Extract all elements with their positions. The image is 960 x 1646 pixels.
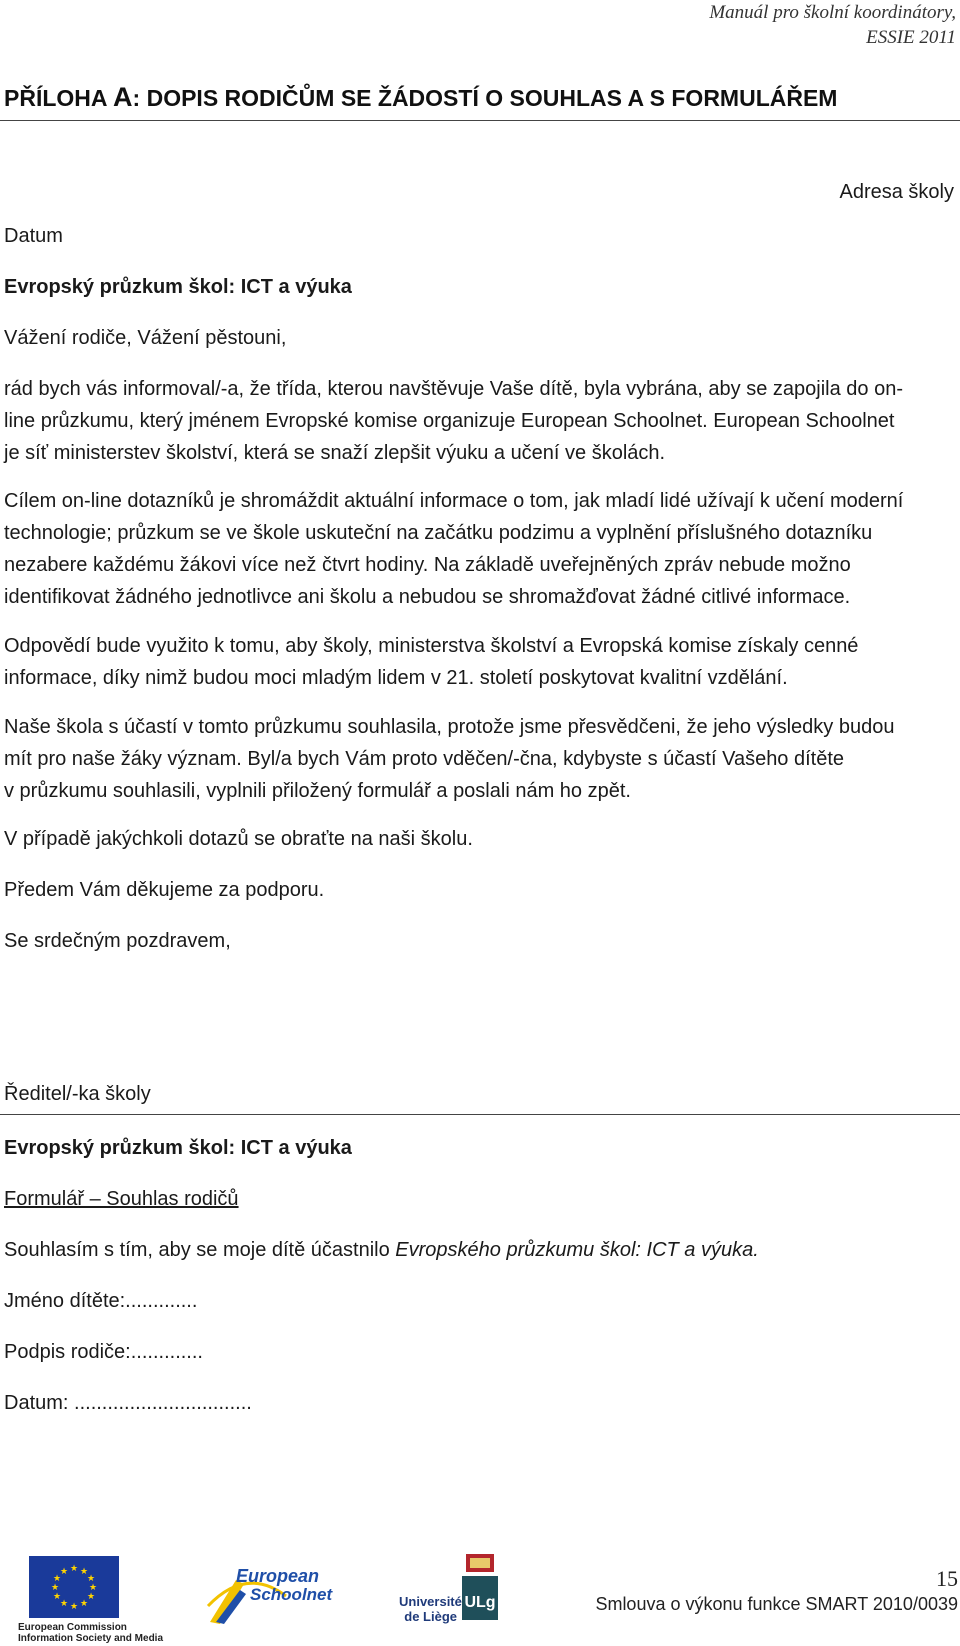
liege-text (399, 1594, 462, 1624)
letter-closing: Se srdečným pozdravem, (4, 930, 231, 952)
liege-mark: ULg (464, 1594, 496, 1611)
contract-reference: Smlouva o výkonu funkce SMART 2010/0039 (595, 1594, 958, 1614)
eu-flag-logo (29, 1556, 119, 1618)
paragraph-line: je síť ministerstev školství, která se snaží zlepšit výuku a učení ve školách. (4, 442, 666, 464)
paragraph-questions: V případě jakýchkoli dotazů se obraťte na naši školu. (4, 828, 473, 850)
page-number: 15 (936, 1566, 958, 1591)
consent-text: Souhlasím s tím, aby se moje dítě účastnilo (4, 1239, 396, 1261)
paragraph-intro (4, 373, 956, 469)
paragraph-line: informace, díky nimž budou moci mladým lidem v 21. století poskytovat kvalitní vzdělání. (4, 667, 788, 689)
form-date-field: Datum: ................................ (4, 1392, 252, 1414)
title-rest: : DOPIS RODIČŮM SE ŽÁDOSTÍ O SOUHLAS A S FORMULÁŘEM (132, 85, 838, 111)
paragraph-line: technologie; průzkum se ve škole uskuteční na začátku podzimu a vyplnění příslušného dotazníku (4, 522, 873, 544)
svg-text:★: ★ (69, 1564, 79, 1574)
svg-text:★: ★ (59, 1599, 69, 1609)
letter-subject: Evropský průzkum škol: ICT a výuka (4, 276, 352, 298)
paragraph-line: line průzkumu, který jménem Evropské komise organizuje European Schoolnet. European Schoolnet (4, 410, 895, 432)
paragraph-line: mít pro naše žáky význam. Byl/a bych Vám proto vděčen/-čna, kdybyste s účastí Vašeho dítěte (4, 748, 845, 770)
paragraph-thanks: Předem Vám děkujeme za podporu. (4, 879, 325, 901)
appendix-title (4, 82, 837, 113)
schoolnet-word2: Schoolnet (250, 1585, 333, 1604)
running-header (709, 0, 956, 50)
child-name-field: Jméno dítěte:............. (4, 1290, 198, 1312)
form-subject: Evropský průzkum škol: ICT a výuka (4, 1137, 352, 1159)
paragraph-line: v průzkumu souhlasili, vyplnili přiložený formulář a poslali nám ho zpět. (4, 780, 631, 802)
paragraph-line: Cílem on-line dotazníků je shromáždit aktuální informace o tom, jak mladí lidé užívají k učení moderní (4, 490, 904, 512)
eu-caption-line1: European Commission (18, 1622, 127, 1633)
svg-text:★: ★ (86, 1592, 96, 1602)
paragraph-consent-request (4, 711, 956, 807)
svg-text:★: ★ (86, 1574, 96, 1584)
svg-text:★: ★ (50, 1583, 60, 1593)
svg-text:★: ★ (79, 1567, 89, 1577)
svg-text:★: ★ (59, 1567, 69, 1577)
schoolnet-word1: European (236, 1566, 320, 1586)
cut-divider (0, 1114, 960, 1115)
consent-survey-name: Evropského průzkumu škol: ICT a výuka. (395, 1239, 759, 1261)
liege-line1: Université (399, 1594, 462, 1609)
paragraph-line: Odpovědí bude využito k tomu, aby školy, ministerstva školství a Evropská komise získaly cenné (4, 635, 859, 657)
running-header-line2: ESSIE 2011 (866, 27, 956, 48)
liege-crest-logo (460, 1552, 500, 1622)
paragraph-line: identifikovat žádného jednotlivce ani školu a nebudou se shromažďovat žádné citlivé informace. (4, 586, 851, 608)
letter-date: Datum (4, 225, 63, 247)
form-consent (4, 1234, 956, 1266)
eu-caption (18, 1622, 163, 1644)
svg-text:★: ★ (52, 1592, 62, 1602)
paragraph-line: nezabere každému žákovi více než čtvrt hodiny. Na základě uveřejněných zpráv nebude možno (4, 554, 851, 576)
title-prefix: PŘÍLOHA (4, 85, 114, 111)
paragraph-purpose (4, 485, 956, 613)
parent-signature-field: Podpis rodiče:............. (4, 1341, 203, 1363)
paragraph-line: Naše škola s účastí v tomto průzkumu souhlasila, protože jsme přesvědčeni, že jeho výsledky budou (4, 716, 895, 738)
svg-text:★: ★ (52, 1574, 62, 1584)
eu-caption-line2: Information Society and Media (18, 1633, 164, 1644)
svg-text:★: ★ (69, 1602, 79, 1612)
european-schoolnet-logo (206, 1556, 346, 1628)
paragraph-use (4, 630, 956, 694)
svg-text:★: ★ (79, 1599, 89, 1609)
letter-signature: Ředitel/-ka školy (4, 1083, 151, 1105)
running-header-line1: Manuál pro školní koordinátory, (709, 2, 956, 23)
letter-salutation: Vážení rodiče, Vážení pěstouni, (4, 327, 287, 349)
paragraph-line: rád bych vás informoval/-a, že třída, kterou navštěvuje Vaše dítě, byla vybrána, aby se zapojila do on- (4, 378, 903, 400)
title-letter: A (113, 82, 133, 112)
title-divider (0, 120, 960, 121)
form-heading: Formulář – Souhlas rodičů (4, 1188, 239, 1210)
liege-line2: de Liège (404, 1609, 457, 1624)
school-address: Adresa školy (839, 181, 954, 203)
svg-text:★: ★ (88, 1583, 98, 1593)
